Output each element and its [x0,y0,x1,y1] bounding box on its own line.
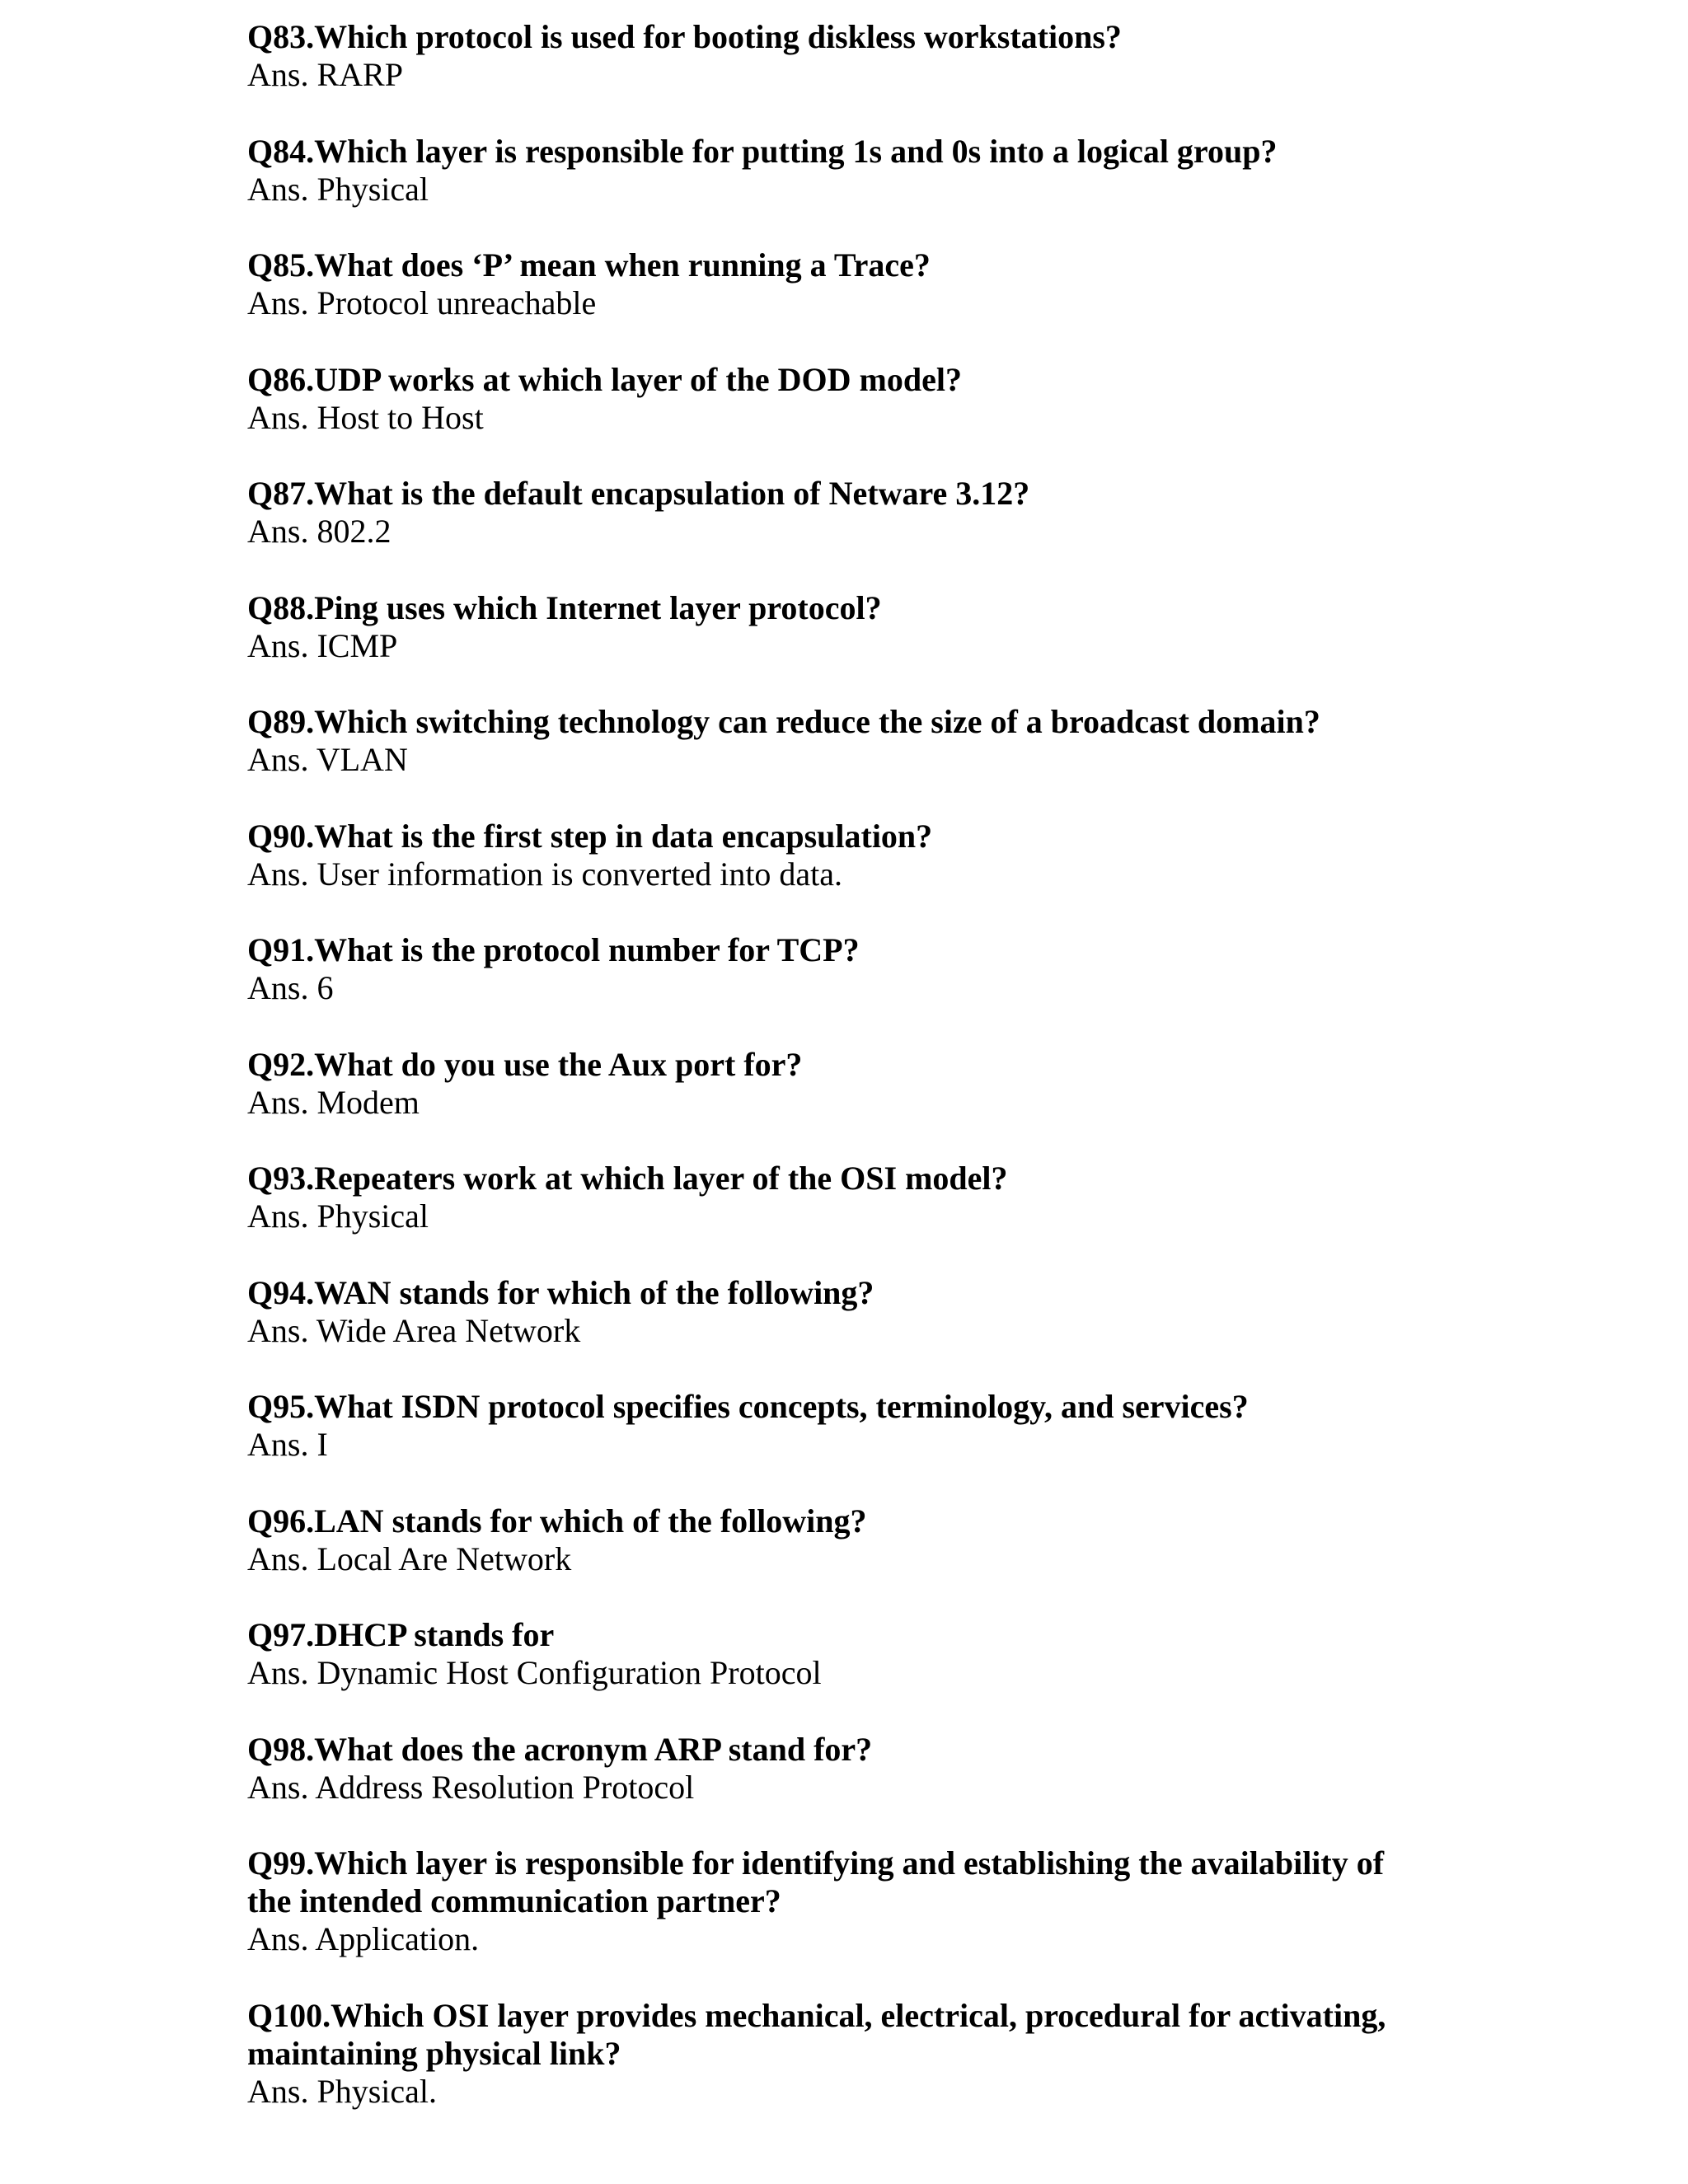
answer-text: Ans. User information is converted into data. [247,855,843,893]
answer-text: Ans. 802.2 [247,513,392,550]
qa-item [247,1046,1434,1122]
question-text: Q86.UDP works at which layer of the DOD model? [247,360,962,398]
answer-text: Ans. I [247,1426,328,1463]
answer-text: Ans. Address Resolution Protocol [247,1768,695,1806]
answer-text: Ans. Application. [247,1920,480,1957]
question-text: Q96.LAN stands for which of the following? [247,1502,867,1540]
answer-text: Ans. Local Are Network [247,1540,572,1577]
question-text: Q83.Which protocol is used for booting diskless workstations? [247,18,1122,55]
question-text: Q91.What is the protocol number for TCP? [247,931,860,968]
qa-item [247,1502,1434,1578]
answer-text: Ans. RARP [247,56,403,93]
answer-text: Ans. Physical. [247,2072,437,2110]
qa-item [247,133,1434,209]
question-text: Q85.What does ‘P’ mean when running a Trace? [247,246,931,284]
answer-text: Ans. 6 [247,969,334,1006]
qa-item [247,1160,1434,1235]
qa-item [247,931,1434,1007]
answer-text: Ans. VLAN [247,741,408,778]
question-text: Q87.What is the default encapsulation of Netware 3.12? [247,475,1030,512]
qa-item [247,246,1434,322]
qa-item [247,1274,1434,1350]
question-text: Q88.Ping uses which Internet layer protocol? [247,588,882,626]
qa-item [247,18,1434,94]
document-page [247,18,1434,2149]
question-text: Q90.What is the first step in data encapsulation? [247,817,933,855]
answer-text: Ans. Wide Area Network [247,1311,581,1349]
answer-text: Ans. Physical [247,170,429,208]
question-text: Q92.What do you use the Aux port for? [247,1045,803,1083]
question-text: Q100.Which OSI layer provides mechanical, electrical, procedural for activating, maintaining physical link? [247,1996,1386,2072]
question-text: Q94.WAN stands for which of the following? [247,1273,874,1311]
answer-text: Ans. Dynamic Host Configuration Protocol [247,1654,822,1691]
answer-text: Ans. Protocol unreachable [247,284,597,321]
answer-text: Ans. ICMP [247,626,398,664]
question-text: Q98.What does the acronym ARP stand for? [247,1730,873,1768]
qa-item [247,1388,1434,1464]
qa-item [247,1616,1434,1692]
qa-item [247,1997,1434,2111]
qa-item [247,589,1434,665]
answer-text: Ans. Physical [247,1197,429,1235]
question-text: Q89.Which switching technology can reduce the size of a broadcast domain? [247,703,1320,740]
qa-item [247,1844,1434,1958]
question-text: Q93.Repeaters work at which layer of the OSI model? [247,1160,1008,1197]
qa-item [247,361,1434,437]
question-text: Q99.Which layer is responsible for identifying and establishing the availability of the intended communication partner? [247,1844,1385,1919]
question-text: Q95.What ISDN protocol specifies concepts, terminology, and services? [247,1388,1249,1425]
question-text: Q97.DHCP stands for [247,1616,555,1653]
answer-text: Ans. Host to Host [247,398,484,436]
answer-text: Ans. Modem [247,1083,420,1121]
question-text: Q84.Which layer is responsible for putting 1s and 0s into a logical group? [247,132,1278,170]
qa-item [247,475,1434,551]
qa-item [247,818,1434,893]
qa-item [247,1731,1434,1807]
qa-item [247,703,1434,779]
